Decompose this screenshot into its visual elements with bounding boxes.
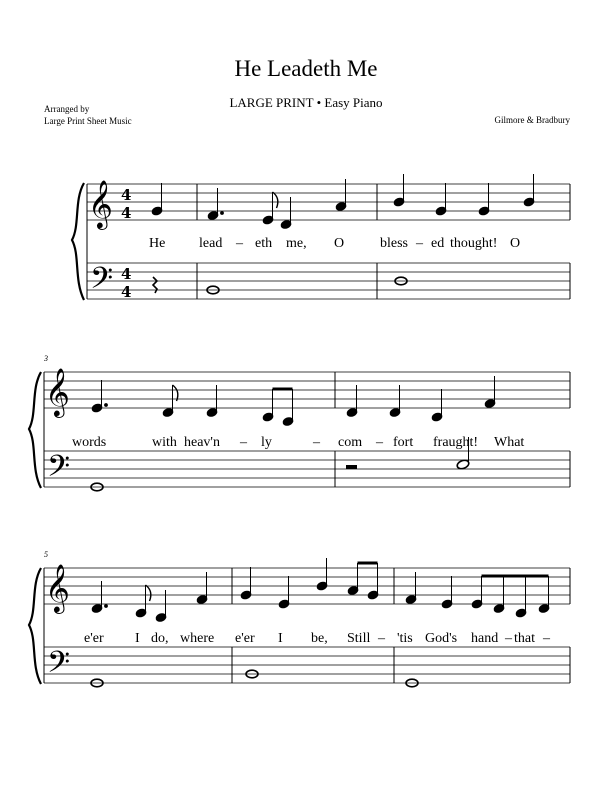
bass-clef-icon: 𝄢 bbox=[90, 262, 114, 303]
bass-staff bbox=[87, 263, 570, 299]
treble-clef-icon: 𝄞 bbox=[88, 179, 113, 228]
lyric-syllable: words bbox=[72, 435, 107, 450]
bass-notes bbox=[91, 670, 418, 687]
arranger-name: Large Print Sheet Music bbox=[44, 116, 132, 126]
time-signature-top: 4 bbox=[121, 265, 132, 283]
lyric-syllable: ly bbox=[261, 435, 272, 450]
lyric-syllable: fort bbox=[393, 435, 414, 450]
lyric-syllable: I bbox=[135, 631, 140, 646]
lyric-syllable: with bbox=[152, 435, 177, 450]
time-signature-bottom: 4 bbox=[121, 204, 132, 222]
bass-clef-icon: 𝄢 bbox=[47, 646, 71, 687]
lyric-syllable: 'tis bbox=[397, 631, 413, 646]
bass-staff bbox=[44, 451, 570, 487]
lyric-hyphen: – bbox=[236, 236, 243, 251]
time-signature-bottom: 4 bbox=[121, 283, 132, 301]
lyric-syllable: me, bbox=[286, 236, 307, 251]
brace bbox=[72, 183, 84, 300]
treble-clef-icon: 𝄞 bbox=[45, 563, 70, 612]
lyric-syllable: God's bbox=[425, 631, 458, 646]
lyric-hyphen: – bbox=[313, 435, 320, 450]
bass-notes bbox=[153, 277, 407, 294]
treble-notes bbox=[91, 376, 496, 427]
system-3 bbox=[29, 550, 570, 687]
lyrics-line-1 bbox=[149, 236, 520, 251]
lyrics-line-3 bbox=[84, 631, 551, 646]
lyric-syllable: e'er bbox=[84, 631, 104, 646]
arranger-label: Arranged by bbox=[44, 104, 90, 114]
lyric-syllable: He bbox=[149, 236, 166, 251]
half-rest-icon bbox=[346, 465, 357, 469]
lyric-syllable: What bbox=[494, 435, 525, 450]
lyric-syllable: O bbox=[334, 236, 345, 251]
lyric-syllable: be, bbox=[311, 631, 328, 646]
treble-clef-icon: 𝄞 bbox=[45, 367, 70, 416]
lyric-syllable: O bbox=[510, 236, 521, 251]
lyrics-line-2 bbox=[72, 435, 524, 450]
brace bbox=[29, 372, 41, 488]
page-subtitle: LARGE PRINT • Easy Piano bbox=[229, 95, 383, 110]
lyric-syllable: ed bbox=[431, 236, 445, 251]
lyric-hyphen: – bbox=[505, 631, 512, 646]
system-1 bbox=[72, 174, 570, 303]
lyric-syllable: I bbox=[278, 631, 283, 646]
brace bbox=[29, 568, 41, 684]
lyric-syllable: heav'n bbox=[184, 435, 220, 450]
quarter-rest-icon bbox=[153, 277, 157, 293]
system-2 bbox=[29, 354, 570, 491]
lyric-syllable: that bbox=[514, 631, 535, 646]
treble-staff bbox=[87, 184, 570, 220]
lyric-hyphen: – bbox=[378, 631, 385, 646]
lyric-syllable: where bbox=[180, 631, 215, 646]
lyric-hyphen: – bbox=[543, 631, 550, 646]
time-signature-top: 4 bbox=[121, 186, 132, 204]
lyric-syllable: Still bbox=[347, 631, 371, 646]
lyric-syllable: hand bbox=[471, 631, 499, 646]
lyric-hyphen: – bbox=[416, 236, 423, 251]
treble-staff bbox=[44, 568, 570, 604]
lyric-syllable: bless bbox=[380, 236, 408, 251]
lyric-hyphen: – bbox=[240, 435, 247, 450]
lyric-hyphen: – bbox=[376, 435, 383, 450]
measure-number: 5 bbox=[44, 550, 48, 559]
composer-credit: Gilmore & Bradbury bbox=[494, 115, 570, 125]
lyric-syllable: fraught! bbox=[433, 435, 479, 450]
lyric-syllable: do, bbox=[151, 631, 169, 646]
lyric-syllable: eth bbox=[255, 236, 273, 251]
page-title: He Leadeth Me bbox=[234, 56, 378, 81]
lyric-syllable: e'er bbox=[235, 631, 255, 646]
lyric-syllable: lead bbox=[199, 236, 223, 251]
measure-number: 3 bbox=[44, 354, 48, 363]
bass-staff bbox=[44, 647, 570, 683]
bass-clef-icon: 𝄢 bbox=[47, 450, 71, 491]
lyric-syllable: thought! bbox=[450, 236, 498, 251]
lyric-syllable: com bbox=[338, 435, 363, 450]
